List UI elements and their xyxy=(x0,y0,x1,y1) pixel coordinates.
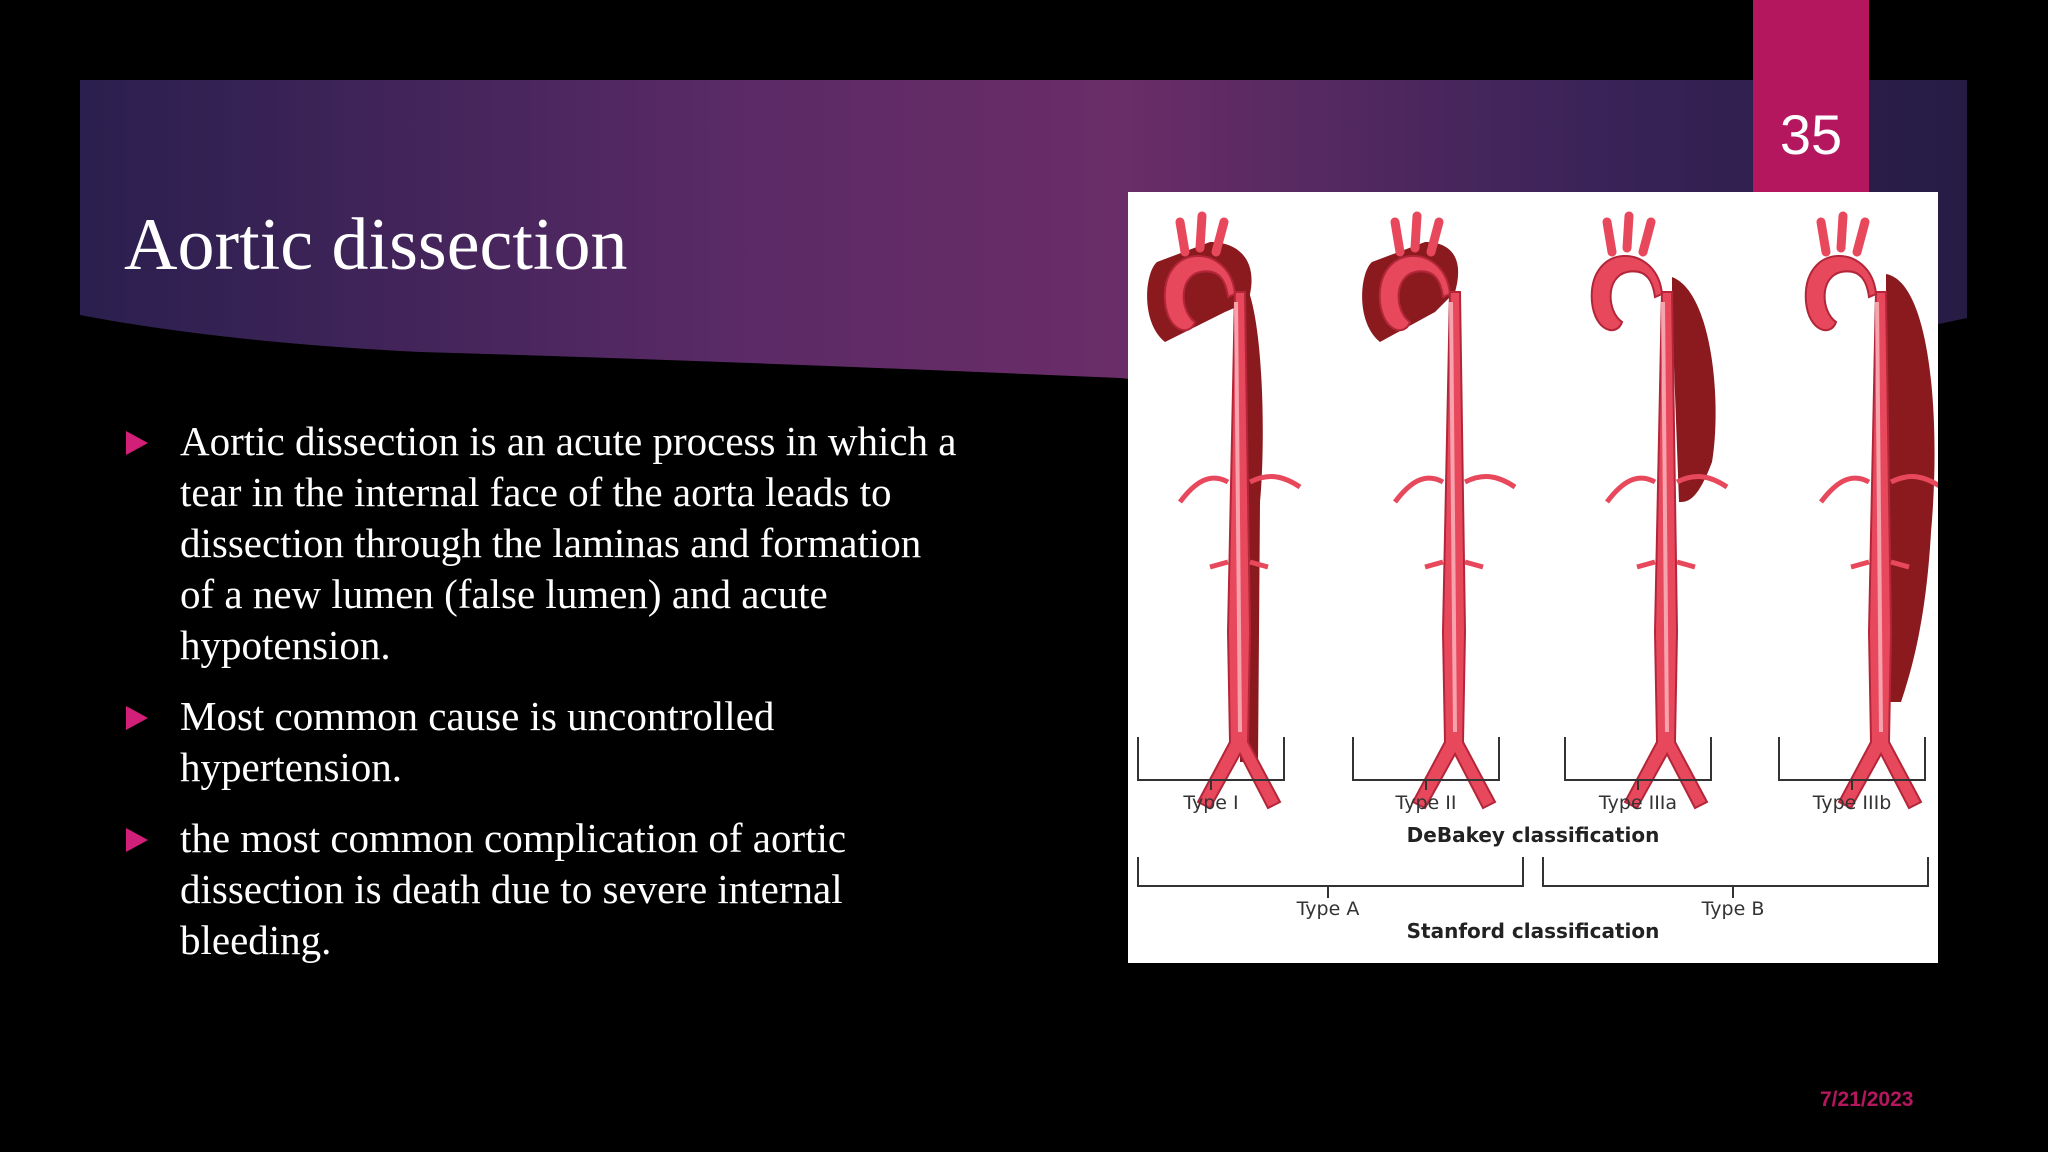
bullet-text: Most common cause is uncontrolled hypertension. xyxy=(180,693,775,790)
page-number: 35 xyxy=(1779,103,1843,166)
bullet-item xyxy=(124,691,964,793)
triangle-bullet-icon xyxy=(126,828,148,852)
triangle-bullet-icon xyxy=(126,706,148,730)
type-iiia-label: Type IIIa xyxy=(1598,792,1678,814)
slide-title: Aortic dissection xyxy=(124,204,628,286)
bullet-list xyxy=(124,416,964,986)
bullet-text: Aortic dissection is an acute process in which a tear in the internal face of the aorta leads to dissection through the laminas and formation of a new lumen (false lumen) and acute hypotension. xyxy=(180,418,957,668)
type-iiib-label: Type IIIb xyxy=(1812,792,1892,814)
stanford-classification-label: Stanford classification xyxy=(1406,919,1660,943)
type-i-label: Type I xyxy=(1183,792,1239,814)
type-b-label: Type B xyxy=(1701,898,1765,920)
slide-date: 7/21/2023 xyxy=(1820,1088,1914,1111)
debakey-classification-label: DeBakey classification xyxy=(1406,823,1660,847)
bullet-text: the most common complication of aortic dissection is death due to severe internal bleeding. xyxy=(180,815,847,963)
type-a-label: Type A xyxy=(1296,898,1360,920)
bullet-item xyxy=(124,416,964,671)
type-ii-label: Type II xyxy=(1395,792,1457,814)
stanford-brackets xyxy=(1138,857,1928,898)
aorta-illustration xyxy=(1128,192,1938,963)
triangle-bullet-icon xyxy=(126,431,148,455)
classification-figure xyxy=(1128,192,1938,963)
bullet-item xyxy=(124,813,964,966)
